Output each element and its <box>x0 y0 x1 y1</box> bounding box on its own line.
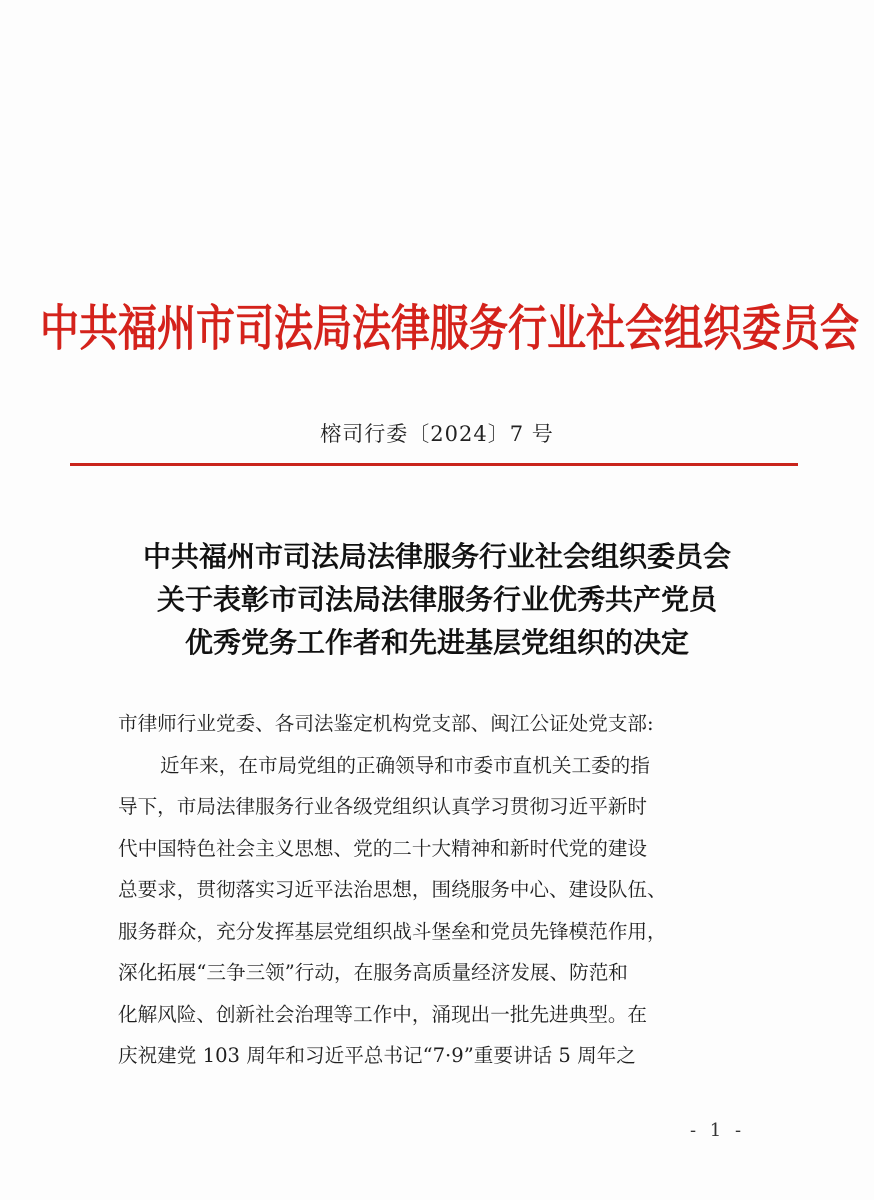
body-paragraph-line: 化解风险、创新社会治理等工作中，涌现出一批先进典型。在 <box>118 1002 648 1026</box>
body-paragraph-line: 导下，市局法律服务行业各级党组织认真学习贯彻习近平新时 <box>118 795 648 818</box>
body-paragraph-line: 深化拓展“三争三领”行动，在服务高质量经济发展、防范和 <box>118 961 628 984</box>
title-line-2: 关于表彰市司法局法律服务行业优秀共产党员 <box>156 583 717 616</box>
page-number: - 1 - <box>690 1120 746 1141</box>
body-paragraph-line: 近年来，在市局党组的正确领导和市委市直机关工委的指 <box>160 753 650 777</box>
document-title <box>40 535 834 664</box>
body-paragraph-line: 服务群众，充分发挥基层党组织战斗堡垒和党员先锋模范作用， <box>118 919 667 943</box>
issuing-organization-header: 中共福州市司法局法律服务行业社会组织委员会 <box>40 300 860 358</box>
body-paragraph-line: 庆祝建党 103 周年和习近平总书记“7·9”重要讲话 5 周年之 <box>118 1044 636 1067</box>
body-paragraph-line: 代中国特色社会主义思想、党的二十大精神和新时代党的建设 <box>118 836 648 860</box>
body-paragraph-line: 总要求，贯彻落实习近平法治思想，围绕服务中心、建设队伍、 <box>118 878 667 901</box>
red-separator-rule <box>70 463 798 466</box>
document-number: 榕司行委〔2024〕7 号 <box>320 422 554 446</box>
title-line-1: 中共福州市司法局法律服务行业社会组织委员会 <box>142 540 731 573</box>
document-body <box>118 703 758 1077</box>
title-line-3: 优秀党务工作者和先进基层党组织的决定 <box>184 626 689 659</box>
addressee-line: 市律师行业党委、各司法鉴定机构党支部、闽江公证处党支部: <box>118 712 654 735</box>
